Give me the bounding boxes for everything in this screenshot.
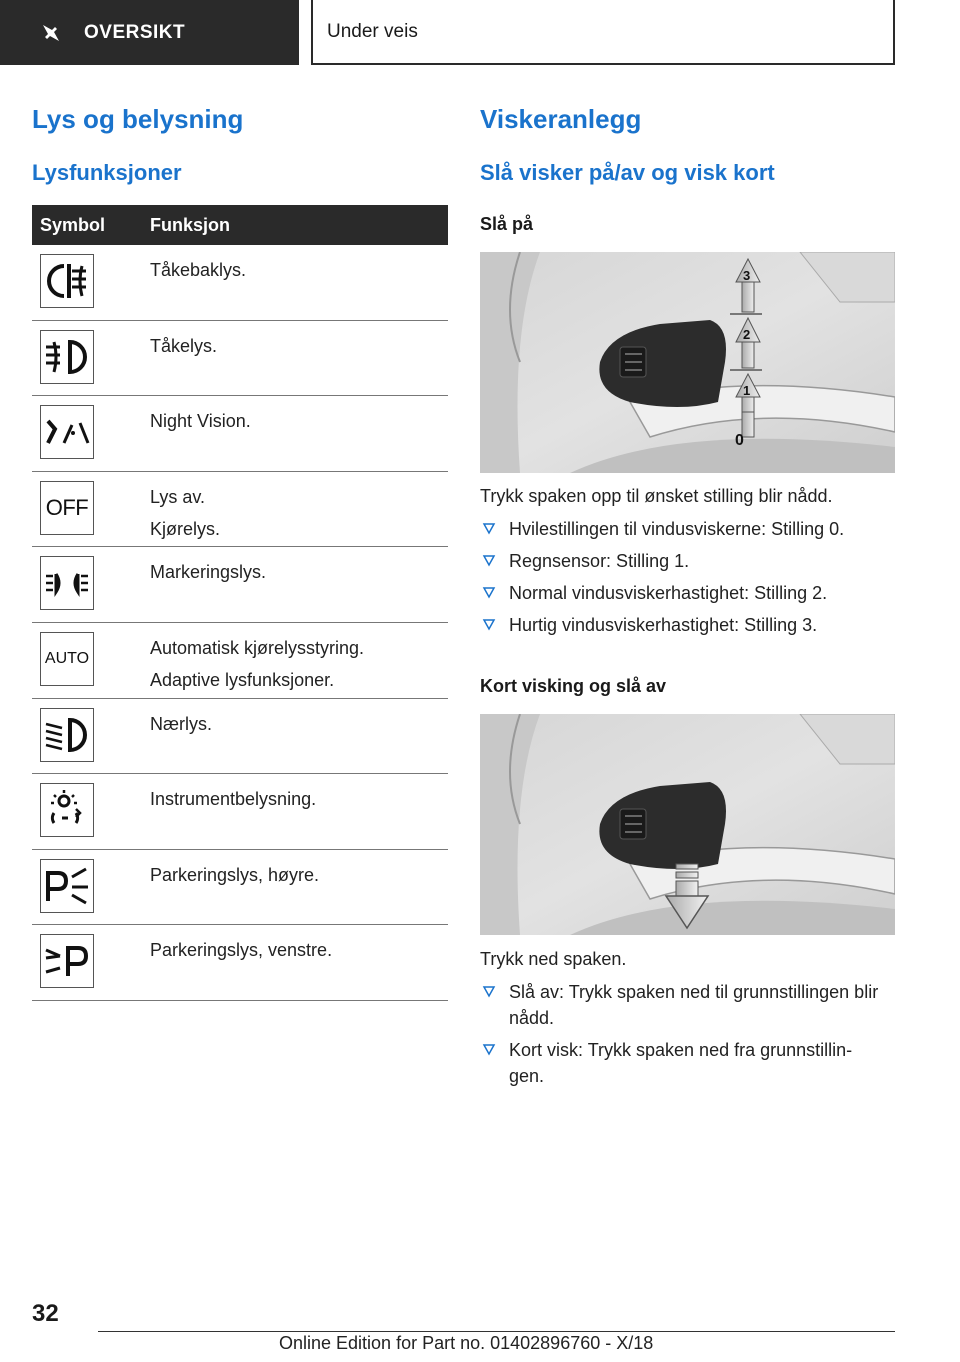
pin-icon: [40, 22, 62, 44]
wiper-stalk-down-illustration: [480, 714, 895, 935]
table-row: [32, 925, 448, 1001]
function-text: Nærlys.: [150, 713, 212, 734]
list-item: Kort visk: Trykk spaken ned fra grunnstillin-gen.: [480, 1037, 880, 1089]
low-beam-icon: [42, 712, 92, 758]
switch-on-list: [480, 516, 895, 644]
heading-switch-on: Slå på: [480, 214, 534, 234]
footer-edition: Online Edition for Part no. 01402896760 - X/18: [279, 1333, 654, 1353]
list-item: Hvilestillingen til vindusviskerne: Stilling 0.: [480, 516, 895, 542]
section-title-lights: Lys og belysning: [32, 104, 244, 134]
function-text: Night Vision.: [150, 411, 251, 432]
function-text: Adaptive lysfunksjoner.: [150, 669, 335, 690]
footer-divider: [98, 1331, 895, 1332]
short-wipe-list: [480, 979, 880, 1095]
parking-light-left-icon: [42, 938, 92, 984]
table-row: [32, 321, 448, 397]
night-vision-icon: [42, 409, 92, 455]
list-item: Regnsensor: Stilling 1.: [480, 548, 895, 574]
triangle-bullet-icon: [482, 518, 496, 538]
page-number: 32: [32, 1300, 59, 1327]
table-row: [32, 547, 448, 623]
list-item: Normal vindusviskerhastighet: Stilling 2.: [480, 580, 895, 606]
column-header-symbol: Symbol: [40, 214, 106, 235]
function-text: Parkeringslys, venstre.: [150, 940, 333, 961]
position-label-3: 3: [743, 268, 751, 283]
function-text: Tåkebaklys.: [150, 260, 247, 280]
side-marker-lights-icon: [42, 560, 92, 606]
light-functions-table: [32, 205, 448, 1001]
off-icon: OFF: [45, 494, 89, 520]
table-row: [32, 774, 448, 850]
heading-short-wipe: Kort visking og slå av: [480, 676, 667, 696]
breadcrumb-label: Under veis: [327, 20, 418, 42]
function-text: Instrumentbelysning.: [150, 789, 317, 810]
section-title-wipers: Viskeranlegg: [480, 104, 642, 134]
triangle-bullet-icon: [482, 1039, 496, 1059]
function-text: Lys av.: [150, 486, 206, 507]
rear-fog-light-icon: [42, 258, 92, 304]
list-item: Slå av: Trykk spaken ned til grunnstillingen blir nådd.: [480, 979, 880, 1031]
subsection-title-light-functions: Lysfunksjoner: [32, 160, 182, 185]
position-label-0: 0: [735, 432, 744, 449]
function-text: Markeringslys.: [150, 562, 267, 583]
table-row: [32, 396, 448, 472]
front-fog-light-icon: [42, 334, 92, 380]
table-row: [32, 699, 448, 775]
subsection-title-wiper-switch: Slå visker på/av og visk kort: [480, 160, 775, 185]
wiper-stalk-down-photo: [480, 714, 895, 935]
list-item: Hurtig vindusviskerhastighet: Stilling 3.: [480, 612, 895, 638]
overview-tab[interactable]: [0, 0, 299, 65]
table-row: [32, 623, 448, 699]
position-label-1: 1: [743, 383, 751, 398]
instrument-lighting-icon: [42, 787, 92, 833]
table-row: [32, 245, 448, 321]
overview-tab-label: OVERSIKT: [84, 21, 186, 43]
triangle-bullet-icon: [482, 614, 496, 634]
triangle-bullet-icon: [482, 981, 496, 1001]
intro-short-wipe: Trykk ned spaken.: [480, 949, 627, 969]
function-text: Automatisk kjørelysstyring.: [150, 637, 365, 658]
wiper-stalk-up-illustration: [480, 252, 895, 473]
function-text: Kjørelys.: [150, 518, 221, 539]
intro-switch-on: Trykk spaken opp til ønsket stilling blir nådd.: [480, 486, 833, 506]
table-row: [32, 472, 448, 548]
table-row: [32, 850, 448, 926]
breadcrumb[interactable]: [311, 0, 895, 65]
position-label-2: 2: [743, 327, 751, 342]
table-header: [32, 205, 448, 245]
column-header-function: Funksjon: [150, 214, 230, 235]
auto-icon: AUTO: [44, 649, 90, 667]
triangle-bullet-icon: [482, 582, 496, 602]
parking-light-right-icon: [42, 863, 92, 909]
function-text: Parkeringslys, høyre.: [150, 864, 320, 885]
function-text: Tåkelys.: [150, 335, 218, 356]
triangle-bullet-icon: [482, 550, 496, 570]
wiper-stalk-up-photo: [480, 252, 895, 473]
